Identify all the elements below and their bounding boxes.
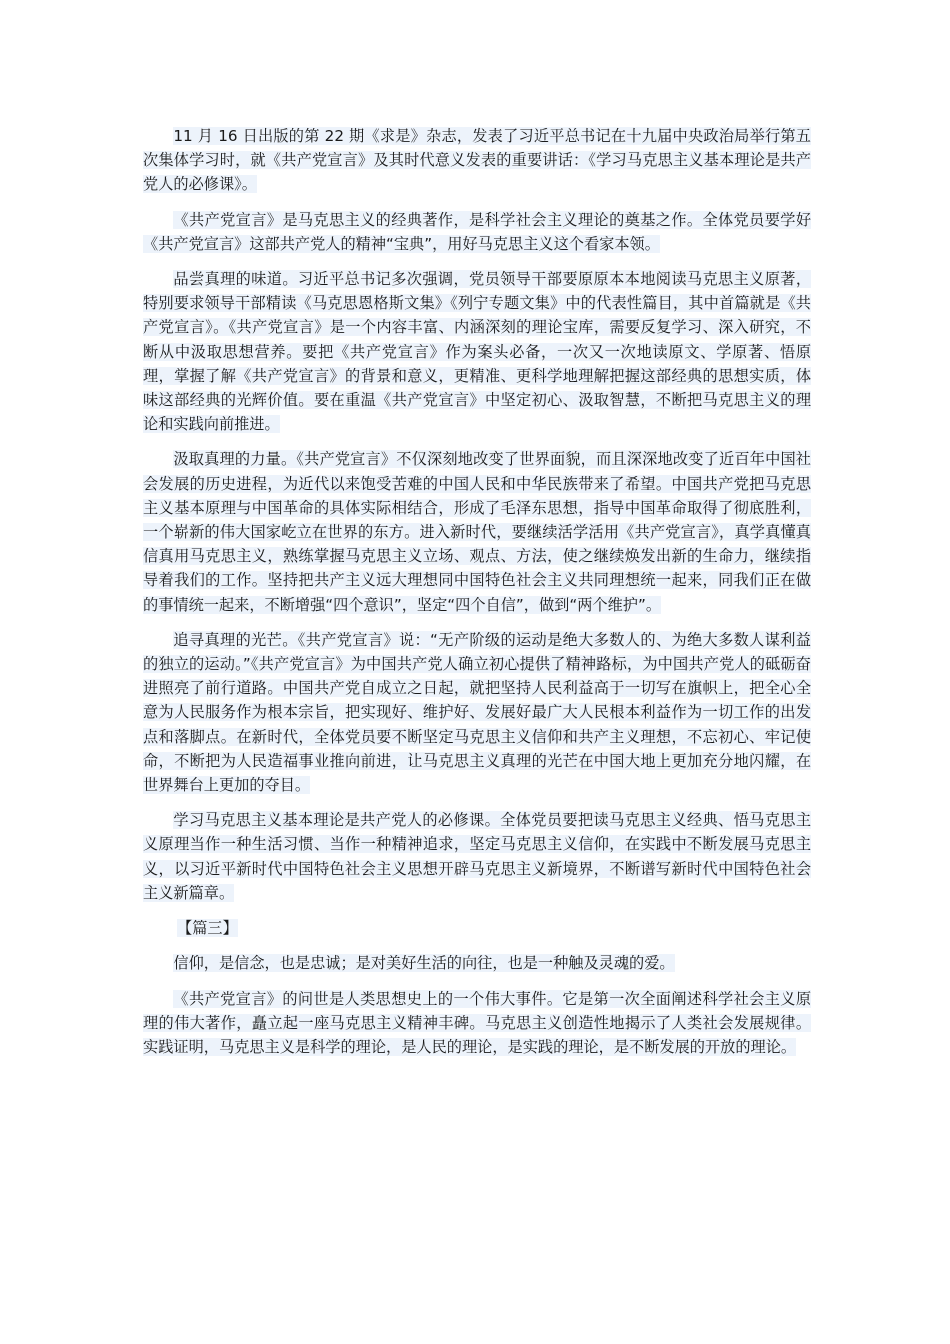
paragraph-pursue-light-text: 追寻真理的光芒。《共产党宣言》说：“无产阶级的运动是绝大多数人的、为绝大多数人谋利益的独立的运动。”《共产党宣言》为中国共产党人确立初心提供了精神路标，为中国共产党人的砥砺奋进照亮了前行道路。中国共产党自成立之日起，就把坚持人民利益高于一切写在旗帜上，把全心全意为人民服务作为根本宗旨，把实现好、维护好、发展好最广大人民根本利益作为一切工作的出发点和落脚点。在新时代，全体党员要不断坚定马克思主义信仰和共产主义理想，不忘初心、牢记使命，不断把为人民造福事业推向前进，让马克思主义真理的光芒在中国大地上更加充分地闪耀，在世界舞台上更加的夺目。 <box>143 630 811 795</box>
paragraph-draw-strength <box>143 447 811 616</box>
paragraph-draw-strength-text: 汲取真理的力量。《共产党宣言》不仅深刻地改变了世界面貌，而且深深地改变了近百年中国社会发展的历史进程，为近代以来饱受苦难的中国人民和中华民族带来了希望。中国共产党把马克思主义基本原理与中国革命的具体实际相结合，形成了毛泽东思想，指导中国革命取得了彻底胜利，一个崭新的伟大国家屹立在世界的东方。进入新时代，要继续活学活用《共产党宣言》，真学真懂真信真用马克思主义，熟练掌握马克思主义立场、观点、方法，使之继续焕发出新的生命力，继续指导着我们的工作。坚持把共产主义远大理想同中国特色社会主义共同理想统一起来，同我们正在做的事情统一起来，不断增强“四个意识”，坚定“四个自信”，做到“两个维护”。 <box>143 450 811 614</box>
section-heading <box>143 916 811 940</box>
paragraph-required-course <box>143 808 811 905</box>
document-body <box>143 124 811 1070</box>
paragraph-required-course-text: 学习马克思主义基本理论是共产党人的必修课。全体党员要把读马克思主义经典、悟马克思主义原理当作一种生活习惯、当作一种精神追求，坚定马克思主义信仰，在实践中不断发展马克思主义，以习近平新时代中国特色社会主义思想开辟马克思主义新境界，不断谱写新时代中国特色社会主义新篇章。 <box>143 811 811 902</box>
paragraph-intro-text: 11 月 16 日出版的第 22 期《求是》杂志，发表了习近平总书记在十九届中央政治局举行第五次集体学习时，就《共产党宣言》及其时代意义发表的重要讲话：《学习马克思主义基本理论是共产党人的必修课》。 <box>143 127 811 194</box>
paragraph-manifesto-text: 《共产党宣言》是马克思主义的经典著作，是科学社会主义理论的奠基之作。全体党员要学好《共产党宣言》这部共产党人的精神“宝典”，用好马克思主义这个看家本领。 <box>143 210 811 253</box>
paragraph-intro <box>143 124 811 197</box>
paragraph-faith-text: 信仰，是信念，也是忠诚；是对美好生活的向往，也是一种触及灵魂的爱。 <box>173 954 675 973</box>
paragraph-faith <box>143 951 811 975</box>
paragraph-manifesto <box>143 208 811 256</box>
paragraph-taste-truth-text: 品尝真理的味道。习近平总书记多次强调，党员领导干部要原原本本地阅读马克思主义原著，特别要求领导干部精读《马克思恩格斯文集》《列宁专题文集》中的代表性篇目，其中首篇就是《共产党宣言》。《共产党宣言》是一个内容丰富、内涵深刻的理论宝库，需要反复学习、深入研究，不断从中汲取思想营养。要把《共产党宣言》作为案头必备，一次又一次地读原文、学原著、悟原理，掌握了解《共产党宣言》的背景和意义，更精准、更科学地理解把握这部经典的思想实质，体味这部经典的光辉价值。要在重温《共产党宣言》中坚定初心、汲取智慧，不断把马克思主义的理论和实践向前推进。 <box>143 270 811 434</box>
paragraph-taste-truth <box>143 267 811 436</box>
paragraph-pursue-light <box>143 628 811 797</box>
section-heading-text: 【篇三】 <box>177 919 238 938</box>
paragraph-publication <box>143 987 811 1060</box>
paragraph-publication-text: 《共产党宣言》的问世是人类思想史上的一个伟大事件。它是第一次全面阐述科学社会主义原理的伟大著作，矗立起一座马克思主义精神丰碑。马克思主义创造性地揭示了人类社会发展规律。实践证明，马克思主义是科学的理论，是人民的理论，是实践的理论，是不断发展的开放的理论。 <box>143 989 811 1056</box>
